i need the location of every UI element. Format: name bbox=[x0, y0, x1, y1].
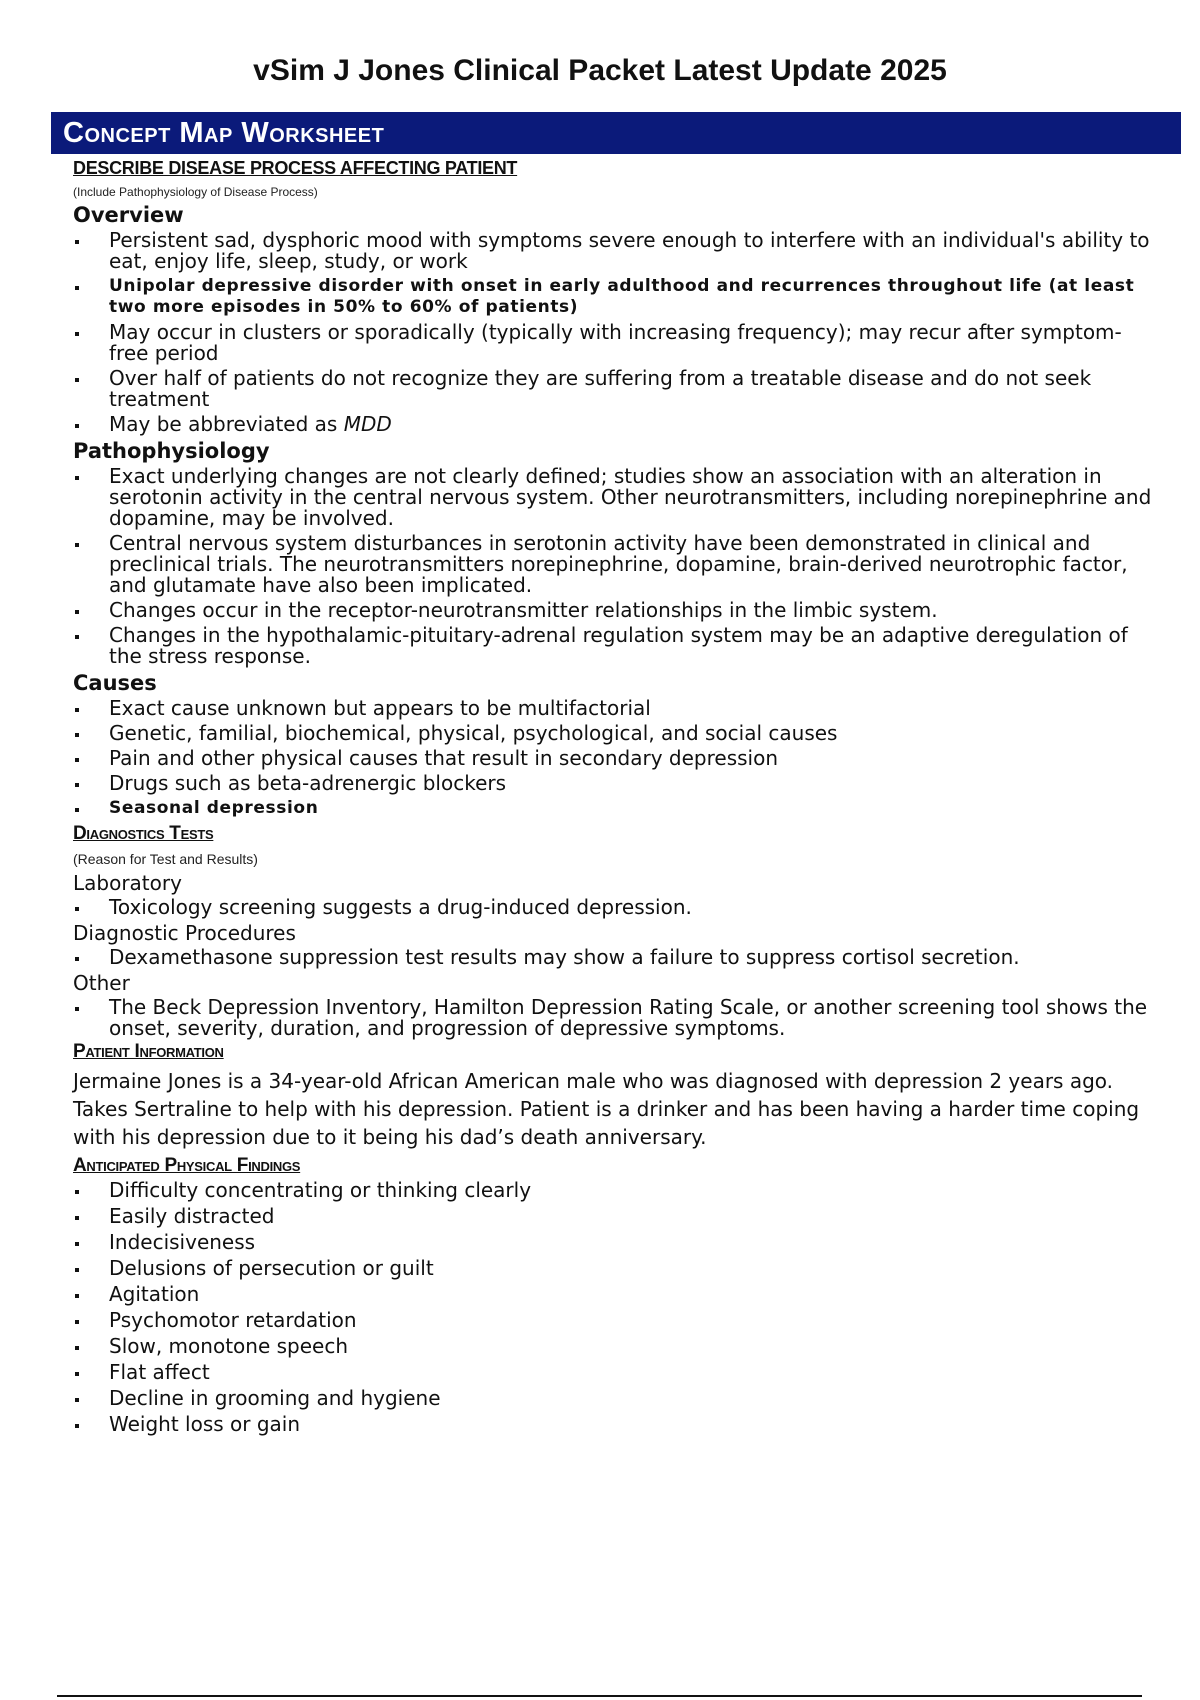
procedures-heading: Diagnostic Procedures bbox=[73, 921, 296, 945]
list-item: May occur in clusters or sporadically (typically with increasing frequency); may recur after symptom-free period bbox=[73, 322, 1153, 364]
overview-heading: Overview bbox=[73, 203, 184, 227]
worksheet-content bbox=[73, 158, 1153, 1437]
list-item: Unipolar depressive disorder with onset in early adulthood and recurrences throughout life (at least two more episodes in 50% to 60% of patients) bbox=[73, 276, 1153, 318]
document-title: vSim J Jones Clinical Packet Latest Update 2025 bbox=[253, 54, 947, 87]
list-item bbox=[73, 414, 1153, 435]
causes-list bbox=[73, 698, 1153, 819]
diagnostics-heading: Diagnostics Tests bbox=[73, 823, 214, 844]
list-item: Toxicology screening suggests a drug-induced depression. bbox=[73, 897, 1153, 918]
pathophysiology-list bbox=[73, 466, 1153, 667]
list-item: Agitation bbox=[73, 1281, 1153, 1307]
list-item: The Beck Depression Inventory, Hamilton Depression Rating Scale, or another screening tool shows the onset, severity, duration, and progression of depressive symptoms. bbox=[73, 997, 1153, 1039]
list-item: Exact underlying changes are not clearly defined; studies show an association with an alteration in serotonin activity in the central nervous system. Other neurotransmitters, including norepinephrine and dopamine, may be involved. bbox=[73, 466, 1153, 529]
list-item: Psychomotor retardation bbox=[73, 1307, 1153, 1333]
pathophysiology-heading: Pathophysiology bbox=[73, 439, 270, 463]
list-item: Easily distracted bbox=[73, 1203, 1153, 1229]
list-item: Pain and other physical causes that result in secondary depression bbox=[73, 748, 1153, 769]
list-item: Difficulty concentrating or thinking clearly bbox=[73, 1177, 1153, 1203]
list-item: Dexamethasone suppression test results may show a failure to suppress cortisol secretion. bbox=[73, 947, 1153, 968]
list-item: Weight loss or gain bbox=[73, 1411, 1153, 1437]
abbrev-term: MDD bbox=[343, 412, 392, 436]
list-item: Exact cause unknown but appears to be multifactorial bbox=[73, 698, 1153, 719]
list-item: Delusions of persecution or guilt bbox=[73, 1255, 1153, 1281]
causes-heading: Causes bbox=[73, 671, 157, 695]
patient-text: Jermaine Jones is a 34-year-old African American male who was diagnosed with depression 2 years ago. Takes Sertraline to help with his depression. Patient is a drinker and has been having a harder time coping with his depression due to it being his dad’s death anniversary. bbox=[73, 1069, 1140, 1149]
laboratory-heading: Laboratory bbox=[73, 871, 182, 895]
list-item: Decline in grooming and hygiene bbox=[73, 1385, 1153, 1411]
list-item: Flat affect bbox=[73, 1359, 1153, 1385]
footer-rule bbox=[57, 1695, 1142, 1697]
abbrev-prefix: May be abbreviated as bbox=[109, 412, 344, 436]
disease-process-heading: DESCRIBE DISEASE PROCESS AFFECTING PATIENT bbox=[73, 158, 518, 178]
list-item: Seasonal depression bbox=[73, 798, 1153, 819]
list-item: Drugs such as beta-adrenergic blockers bbox=[73, 773, 1153, 794]
findings-heading: Anticipated Physical Findings bbox=[73, 1155, 301, 1176]
diagnostics-note: (Reason for Test and Results) bbox=[73, 851, 258, 867]
list-item: Genetic, familial, biochemical, physical, psychological, and social causes bbox=[73, 723, 1153, 744]
list-item: Persistent sad, dysphoric mood with symptoms severe enough to interfere with an individual's ability to eat, enjoy life, sleep, study, or work bbox=[73, 230, 1153, 272]
procedures-list bbox=[73, 947, 1153, 968]
other-heading: Other bbox=[73, 971, 130, 995]
list-item: Changes occur in the receptor-neurotransmitter relationships in the limbic system. bbox=[73, 600, 1153, 621]
list-item: Slow, monotone speech bbox=[73, 1333, 1153, 1359]
list-item: Changes in the hypothalamic-pituitary-adrenal regulation system may be an adaptive deregulation of the stress response. bbox=[73, 625, 1153, 667]
other-list bbox=[73, 997, 1153, 1039]
patient-heading: Patient Information bbox=[73, 1041, 224, 1062]
laboratory-list bbox=[73, 897, 1153, 918]
findings-list bbox=[73, 1177, 1153, 1437]
worksheet-banner: Concept Map Worksheet bbox=[51, 112, 1181, 154]
disease-process-note: (Include Pathophysiology of Disease Process) bbox=[73, 185, 318, 199]
list-item: Over half of patients do not recognize they are suffering from a treatable disease and do not seek treatment bbox=[73, 368, 1153, 410]
overview-list bbox=[73, 230, 1153, 435]
list-item: Indecisiveness bbox=[73, 1229, 1153, 1255]
list-item: Central nervous system disturbances in serotonin activity have been demonstrated in clinical and preclinical trials. The neurotransmitters norepinephrine, dopamine, brain-derived neurotrophic factor, and glutamate have also been implicated. bbox=[73, 533, 1153, 596]
